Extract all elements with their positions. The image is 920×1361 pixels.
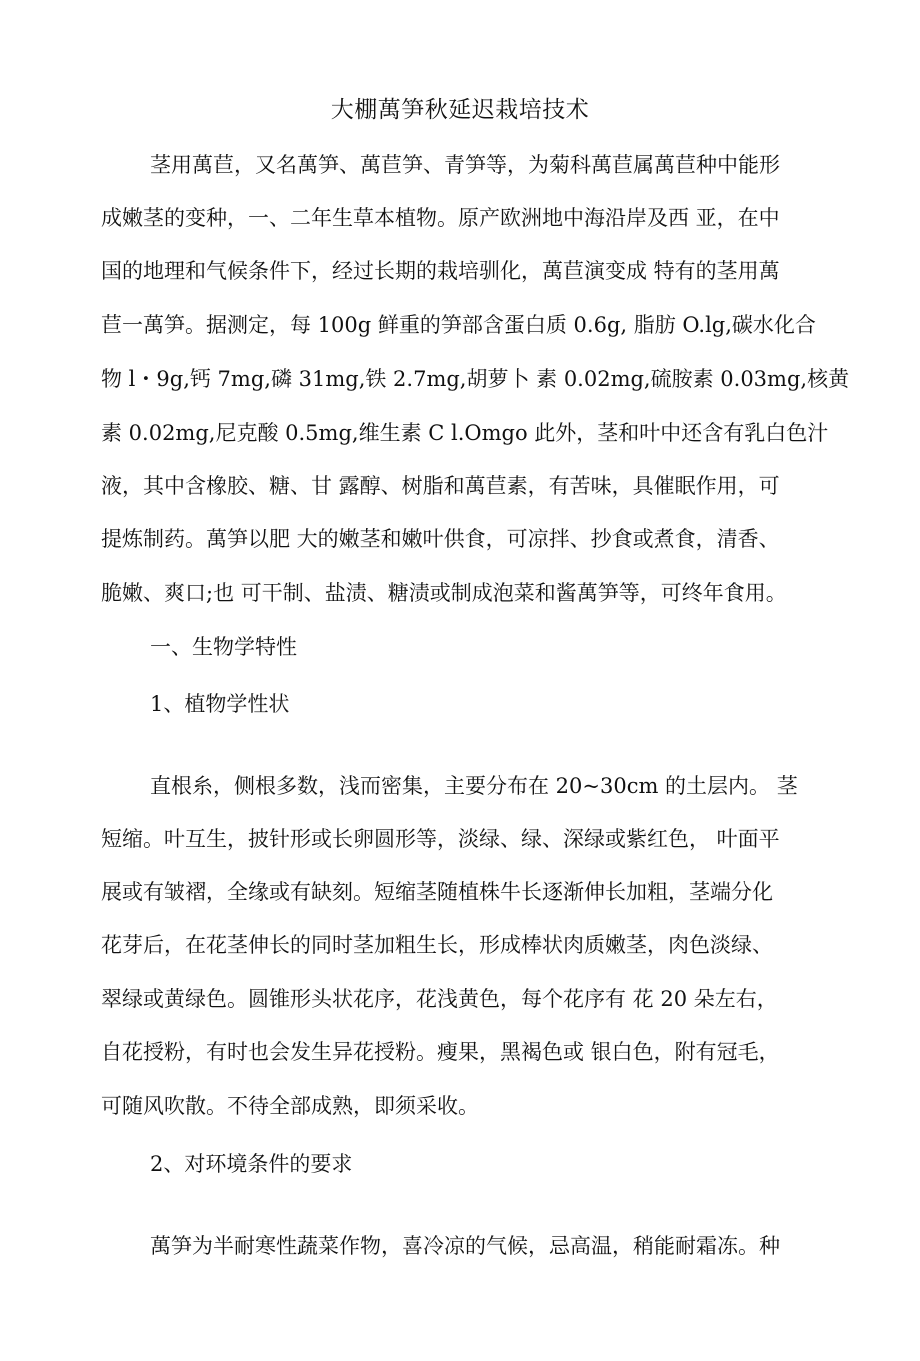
paragraph-line: 茎用萬苣，又名萬笋、萬苣笋、青笋等，为菊科萬苣属萬苣种中能形 xyxy=(150,153,780,177)
paragraph-line: 素 0.02mg,尼克酸 0.5mg,维生素 C l.Omgo 此外，茎和叶中还含有乳白色汁 xyxy=(101,421,829,445)
paragraph-line: 自花授粉，有时也会发生异花授粉。瘦果，黑褐色或 银白色，附有冠毛， xyxy=(101,1040,780,1064)
paragraph-line: 花芽后，在花茎伸长的同时茎加粗生长，形成棒状肉质嫩茎，肉色淡绿、 xyxy=(101,933,773,957)
section-heading: 一、生物学特性 xyxy=(150,635,297,659)
paragraph-line: 萬笋为半耐寒性蔬菜作物，喜冷凉的气候，忌高温，稍能耐霜冻。种 xyxy=(150,1234,780,1258)
paragraph-line: 可随风吹散。不待全部成熟，即须采收。 xyxy=(101,1094,479,1118)
paragraph-line: 提炼制药。萬笋以肥 大的嫩茎和嫩叶供食，可凉拌、抄食或煮食，清香、 xyxy=(101,527,780,551)
paragraph-line: 国的地理和气候条件下，经过长期的栽培驯化，萬苣演变成 特有的茎用萬 xyxy=(101,259,780,283)
paragraph-line: 液，其中含橡胶、糖、甘 露醇、树脂和萬苣素，有苦味，具催眠作用，可 xyxy=(101,474,780,498)
paragraph-line: 物 l・9g,钙 7mg,磷 31mg,铁 2.7mg,胡萝卜 素 0.02mg,硫胺素 0.03mg,核黄 xyxy=(101,367,850,391)
paragraph-line: 短缩。叶互生，披针形或长卵圆形等，淡绿、绿、深绿或紫红色， 叶面平 xyxy=(101,827,780,851)
paragraph-line: 脆嫩、爽口;也 可干制、盐渍、糖渍或制成泡菜和酱萬笋等，可终年食用。 xyxy=(101,581,787,605)
document-title: 大棚萬笋秋延迟栽培技术 xyxy=(330,97,590,123)
paragraph-line: 展或有皱褶，全缘或有缺刻。短缩茎随植株牛长逐渐伸长加粗，茎端分化 xyxy=(101,880,773,904)
subsection-heading: 2、对环境条件的要求 xyxy=(150,1152,353,1176)
paragraph-line: 成嫩茎的变种，一、二年生草本植物。原产欧洲地中海沿岸及西 亚，在中 xyxy=(101,206,780,230)
paragraph-line: 翠绿或黄绿色。圆锥形头状花序，花浅黄色，每个花序有 花 20 朵左右， xyxy=(101,987,778,1011)
subsection-heading: 1、植物学性状 xyxy=(150,692,290,716)
paragraph-line: 苣一萬笋。据测定，每 100g 鲜重的笋部含蛋白质 0.6g, 脂肪 O.lg,碳水化合 xyxy=(101,313,816,337)
paragraph-line: 直根糸，侧根多数，浅而密集，主要分布在 20~30cm 的土层内。 茎 xyxy=(150,774,798,798)
